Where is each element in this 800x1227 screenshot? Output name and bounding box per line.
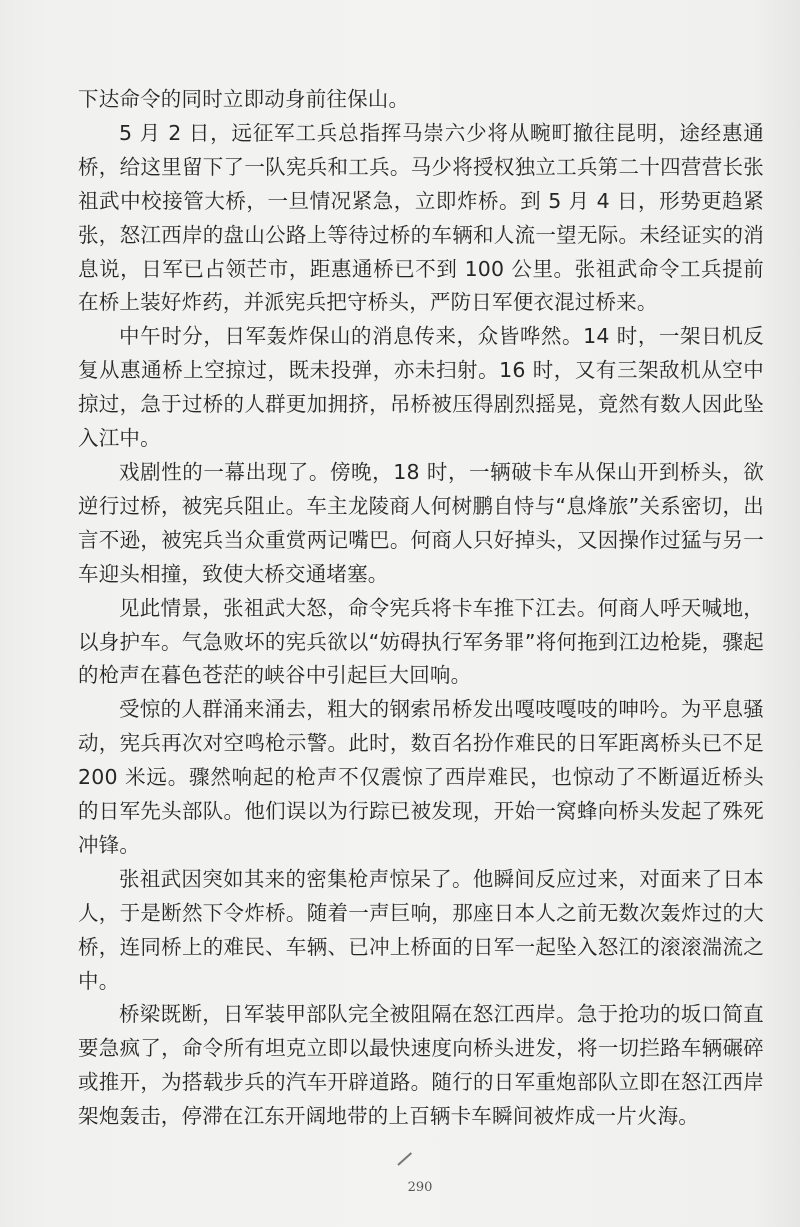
paragraph-7: 张祖武因突如其来的密集枪声惊呆了。他瞬间反应过来，对面来了日本人，于是断然下令炸桥。随着一声巨响，那座日本人之前无数次轰炸过的大桥，连同桥上的难民、车辆、已冲上桥面的日军一起坠入怒江的滚滚湍流之中。 [78,866,764,993]
paragraph-3: 中午时分，日军轰炸保山的消息传来，众皆哗然。14 时，一架日机反复从惠通桥上空掠过，既未投弹，亦未扫射。16 时，又有三架敌机从空中掠过，急于过桥的人群更加拥挤，吊桥被压得剧烈摇晃，竟然有数人因此坠入江中。 [78,324,764,451]
body-text [78,83,764,1134]
page-number-slash-decoration [397,1152,412,1166]
paragraph-6: 受惊的人群涌来涌去，粗大的钢索吊桥发出嘎吱嘎吱的呻吟。为平息骚动，宪兵再次对空鸣枪示警。此时，数百名扮作难民的日军距离桥头已不足 200 米远。骤然响起的枪声不仅震惊了西岸难民，也惊动了不断逼近桥头的日军先头部队。他们误以为行踪已被发现，开始一窝蜂向桥头发起了殊死冲锋。 [78,697,764,857]
page-number: 290 [407,1180,433,1195]
paragraph-2: 5 月 2 日，远征军工兵总指挥马崇六少将从畹町撤往昆明，途经惠通桥，给这里留下了一队宪兵和工兵。马少将授权独立工兵第二十四营营长张祖武中校接管大桥，一旦情况紧急，立即炸桥。到 5 月 4 日，形势更趋紧张，怒江西岸的盘山公路上等待过桥的车辆和人流一望无际。未经证实的消息说，日军已占领芒市，距惠通桥已不到 100 公里。张祖武命令工兵提前在桥上装好炸药，并派宪兵把守桥头，严防日军便衣混过桥来。 [78,120,764,315]
paragraph-4: 戏剧性的一幕出现了。傍晚，18 时，一辆破卡车从保山开到桥头，欲逆行过桥，被宪兵阻止。车主龙陵商人何树鹏自恃与“息烽旅”关系密切，出言不逊，被宪兵当众重赏两记嘴巴。何商人只好掉头，又因操作过猛与另一车迎头相撞，致使大桥交通堵塞。 [78,459,764,586]
paragraph-1: 下达命令的同时立即动身前往保山。 [78,87,410,111]
paragraph-5: 见此情景，张祖武大怒，命令宪兵将卡车推下江去。何商人呼天喊地，以身护车。气急败坏的宪兵欲以“妨碍执行军务罪”将何拖到江边枪毙，骤起的枪声在暮色苍茫的峡谷中引起巨大回响。 [78,595,764,688]
paragraph-8: 桥梁既断，日军装甲部队完全被阻隔在怒江西岸。急于抢功的坂口简直要急疯了，命令所有坦克立即以最快速度向桥头进发，将一切拦路车辆碾碎或推开，为搭载步兵的汽车开辟道路。随行的日军重炮部队立即在怒江西岸架炮轰击，停滞在江东开阔地带的上百辆卡车瞬间被炸成一片火海。 [78,1002,764,1129]
